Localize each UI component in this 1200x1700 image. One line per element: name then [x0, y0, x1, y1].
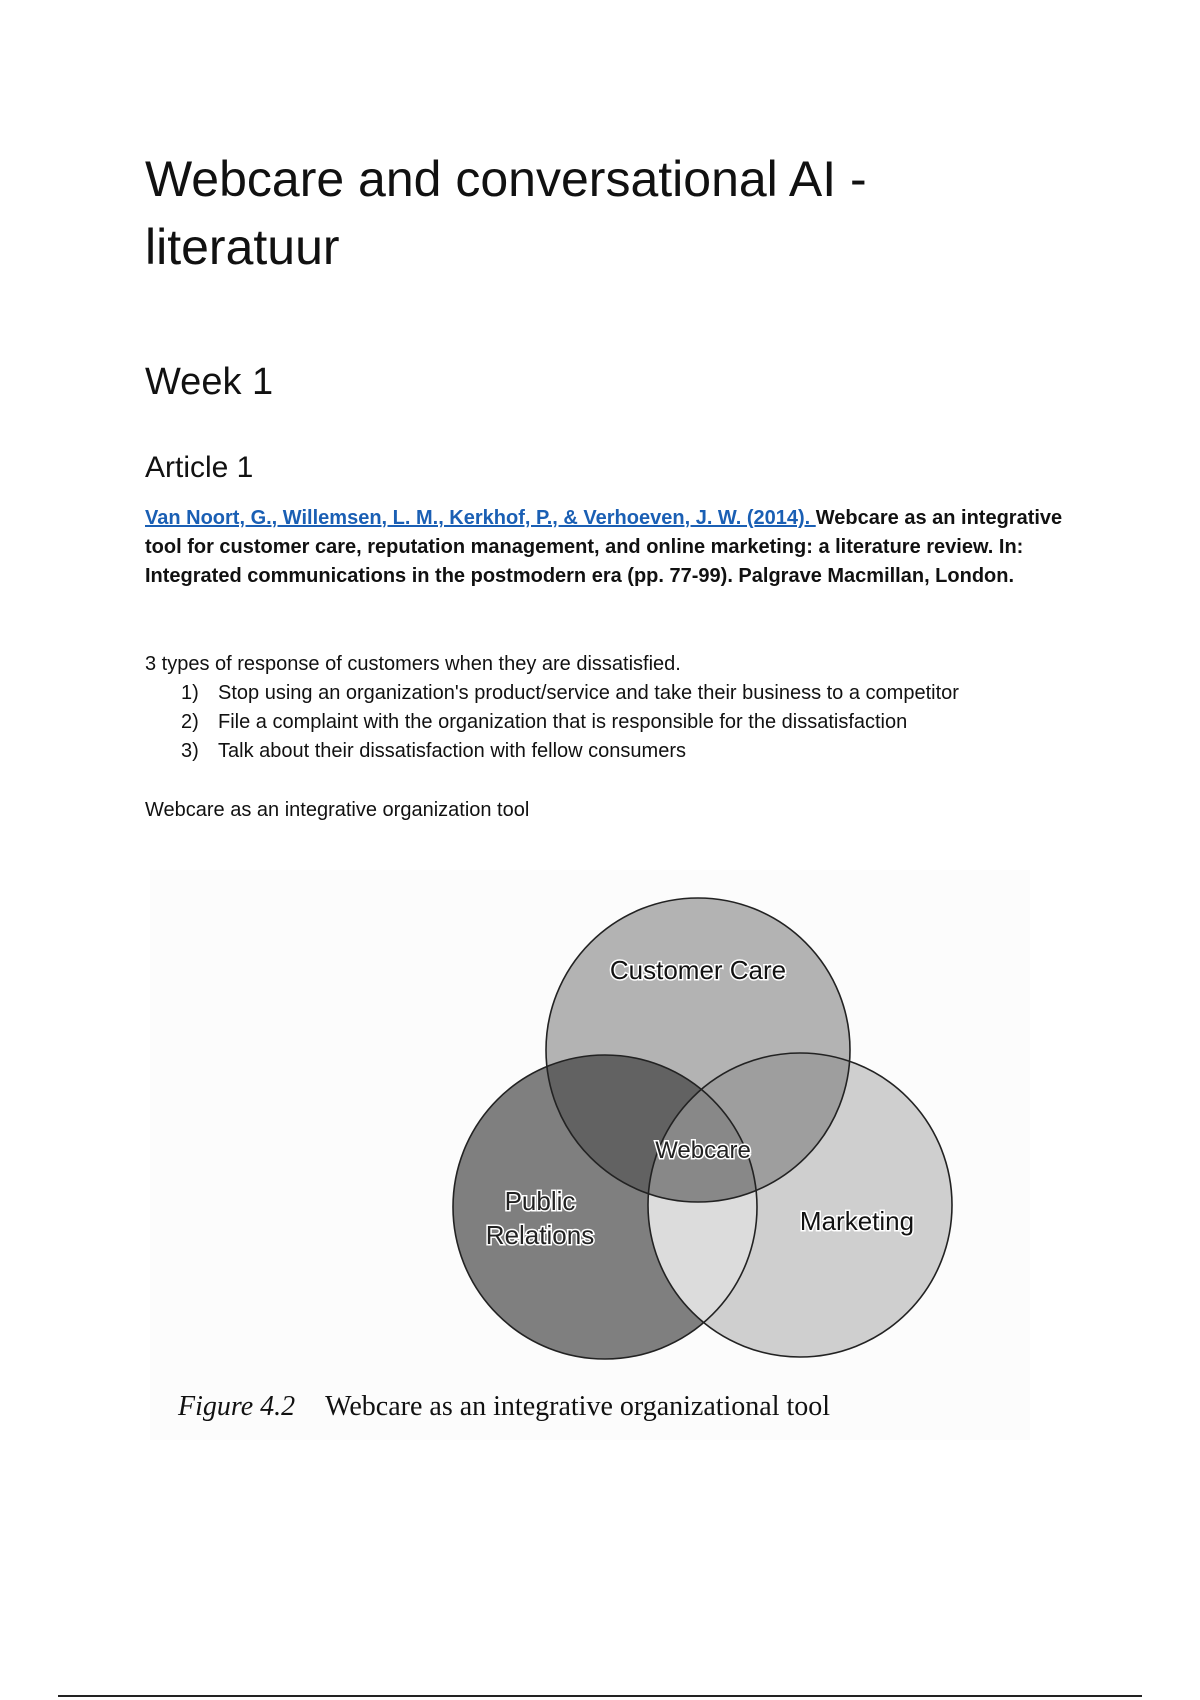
page-title: Webcare and conversational AI - literatuur [145, 151, 867, 275]
list-item [145, 737, 959, 766]
label-webcare: Webcare [655, 1137, 751, 1164]
venn-diagram [150, 870, 1030, 1440]
bottom-divider [58, 1695, 1142, 1697]
tool-heading: Webcare as an integrative organization tool [145, 799, 530, 821]
list-number: 3) [181, 740, 199, 762]
figure-caption [177, 1391, 830, 1422]
list-text: File a complaint with the organization that is responsible for the dissatisfaction [218, 711, 908, 733]
list-item [145, 708, 959, 737]
list-item [145, 679, 959, 708]
figure-caption-label: Figure 4.2 [178, 1391, 296, 1422]
list-number: 1) [181, 682, 199, 704]
venn-figure [150, 870, 1030, 1440]
week-heading: Week 1 [145, 361, 274, 403]
label-marketing: Marketing [799, 1206, 915, 1236]
article-heading: Article 1 [145, 451, 254, 484]
citation [145, 504, 1065, 591]
response-types-list [145, 679, 959, 766]
label-public-relations-line2: Relations [485, 1220, 595, 1250]
intro-text: 3 types of response of customers when they are dissatisfied. [145, 653, 681, 675]
list-text: Talk about their dissatisfaction with fellow consumers [218, 740, 686, 762]
label-public-relations-line1: Public [504, 1186, 576, 1216]
label-customer-care: Customer Care [609, 955, 787, 985]
list-number: 2) [181, 711, 199, 733]
list-text: Stop using an organization's product/service and take their business to a competitor [218, 682, 959, 704]
citation-link[interactable]: Van Noort, G., Willemsen, L. M., Kerkhof, P., & Verhoeven, J. W. (2014). [145, 507, 816, 529]
figure-caption-text: Webcare as an integrative organizational tool [325, 1391, 831, 1422]
citation-text: Webcare as an integrative tool for customer care, reputation management, and online marketing: a literature review. In: Integrated communications in the postmodern era (pp. 77-99). Palgrave Macmillan, London. [145, 507, 1063, 587]
